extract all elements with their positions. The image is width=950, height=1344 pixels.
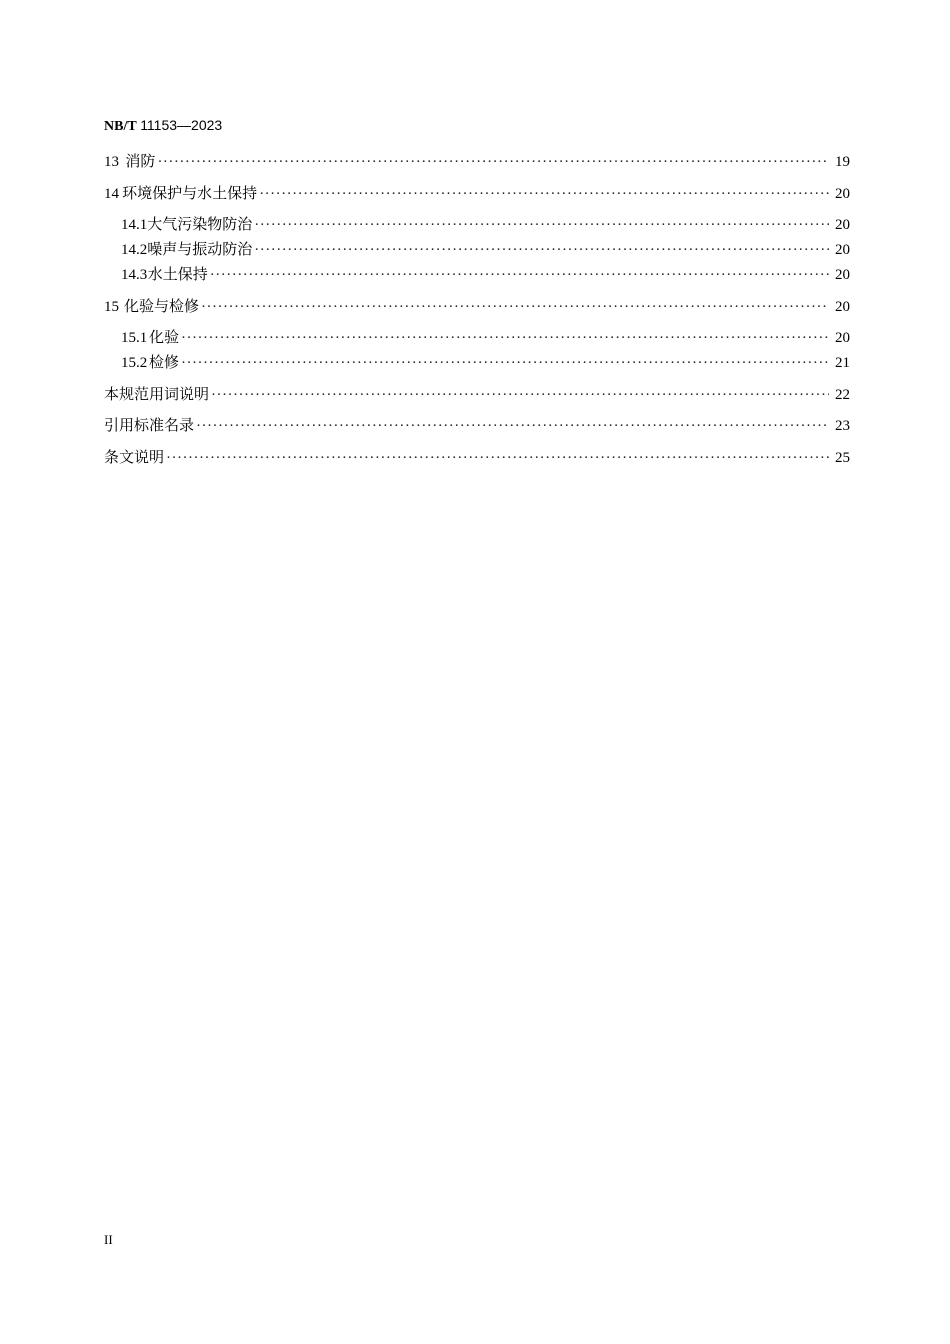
toc-entry-title: 化验与检修 [124,299,200,315]
toc-entry-title: 条文说明 [104,450,165,466]
toc-entry[interactable] [104,385,850,405]
toc-entry-number: 14.3 [121,267,148,283]
dot-leader [181,328,829,348]
toc-subentry[interactable] [121,215,850,235]
toc-entry-page: 22 [835,387,850,403]
toc-entry-number: 15.1 [121,330,148,346]
toc-entry-number: 14.2 [121,242,148,258]
toc-entry-number: 13 [104,154,119,170]
toc-subentry[interactable] [121,353,850,373]
dot-leader [181,353,829,373]
toc-entry-page: 20 [835,242,850,258]
toc-subentry[interactable] [121,328,850,348]
toc-entry-number: 14.1 [121,217,148,233]
toc-entry-title: 本规范用词说明 [104,387,210,403]
toc-entry-page: 20 [835,217,850,233]
toc-entry-title: 检修 [148,355,179,371]
toc-entry-title: 引用标准名录 [104,418,195,434]
dot-leader [196,416,829,436]
toc-entry[interactable] [104,448,850,468]
toc-entry-page: 23 [835,418,850,434]
toc-entry[interactable] [104,416,850,436]
toc-entry-page: 25 [835,450,850,466]
toc-entry[interactable] [104,184,850,204]
dot-leader [254,215,829,235]
toc-entry-title: 大气污染物防治 [147,217,253,233]
toc-entry-number: 15 [104,299,119,315]
dot-leader [259,184,829,204]
toc-entry-page: 21 [835,355,850,371]
page-number: II [104,1232,113,1247]
dot-leader [166,448,829,468]
toc-entry-title: 环境保护与水土保持 [122,186,258,202]
toc-entry[interactable] [104,152,850,172]
toc-entry-page: 20 [835,186,850,202]
toc-entry-title: 消防 [125,154,156,170]
toc-entry-page: 20 [835,267,850,283]
standard-number: 11153—2023 [140,117,223,133]
dot-leader [254,240,829,260]
toc-entry[interactable] [104,297,850,317]
toc-entry-title: 噪声与振动防治 [147,242,253,258]
toc-entry-number: 15.2 [121,355,148,371]
dot-leader [201,297,829,317]
dot-leader [211,385,829,405]
toc-entry-number: 14 [104,186,119,202]
toc-entry-page: 20 [835,330,850,346]
document-header [104,116,222,136]
dot-leader [210,265,829,285]
dot-leader [157,152,829,172]
toc-entry-page: 20 [835,299,850,315]
toc-subentry[interactable] [121,265,850,285]
toc-entry-page: 19 [835,154,850,170]
toc-subentry[interactable] [121,240,850,260]
toc-entry-title: 水土保持 [147,267,208,283]
standard-code: NB/T [104,119,137,134]
toc-entry-title: 化验 [148,330,179,346]
